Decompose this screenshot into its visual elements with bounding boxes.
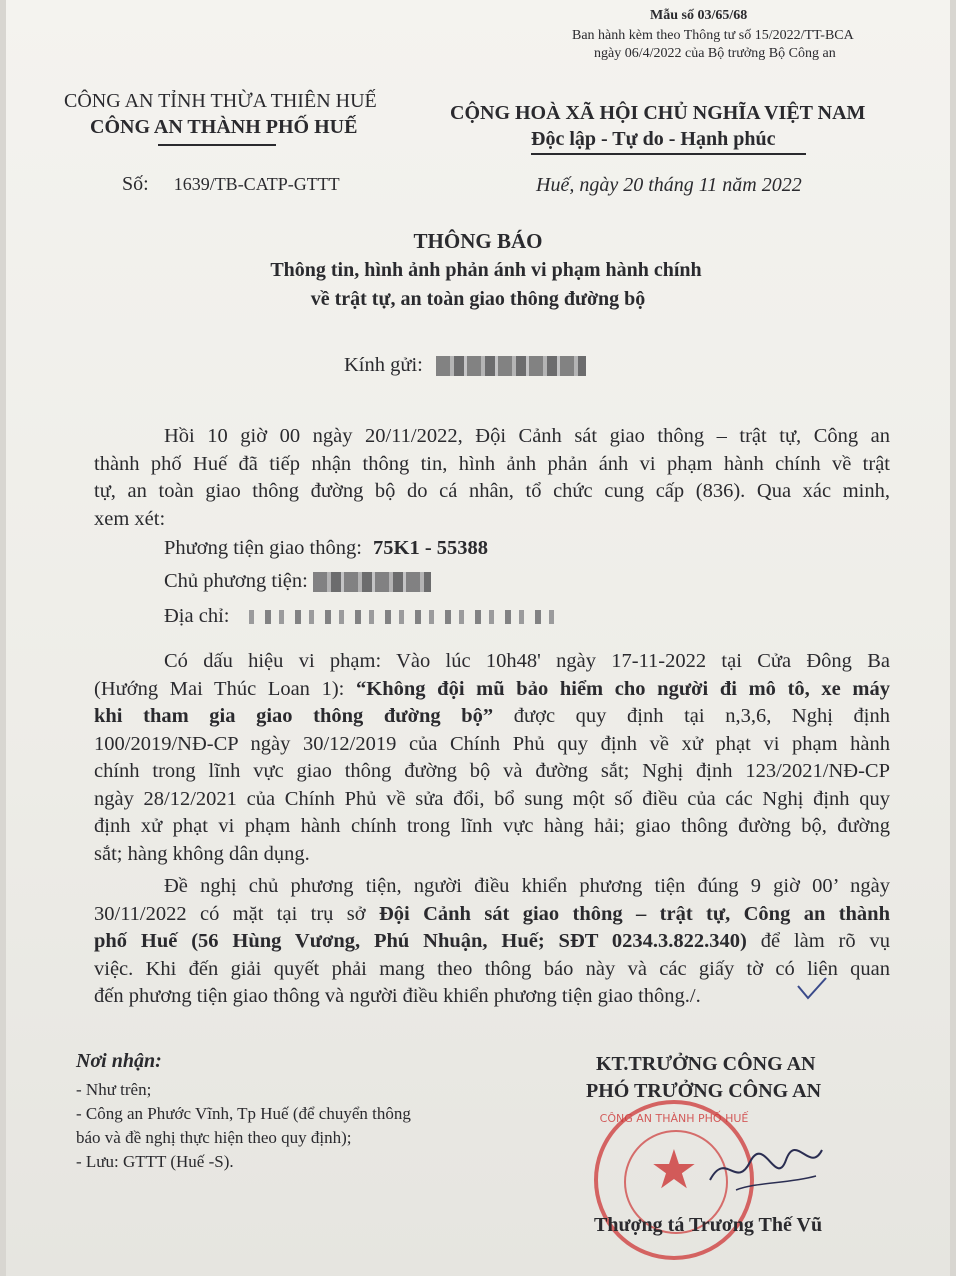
recipients-heading: Nơi nhận: <box>76 1050 162 1072</box>
violation-line: ngày 28/12/2021 của Chính Phủ về sửa đổi, bổ sung một số điều của các Nghị định quy <box>94 787 890 810</box>
request-line: việc. Khi đến giải quyết phải mang theo thông báo này và các giấy tờ có liên quan <box>94 957 890 980</box>
recipient-line <box>344 354 586 377</box>
notice-subtitle-1: Thông tin, hình ảnh phản ánh vi phạm hành chính <box>270 259 702 281</box>
violation-bold-text: khi tham gia giao thông đường bộ” <box>94 705 494 727</box>
request-bold-text: Đội Cảnh sát giao thông – trật tự, Công an thành <box>378 902 890 925</box>
vehicle-plate: 75K1 - 55388 <box>373 537 489 559</box>
violation-paragraph <box>94 648 890 868</box>
address-label: Địa chỉ: <box>164 605 230 627</box>
violation-text: (Hướng Mai Thúc Loan 1): <box>94 677 357 700</box>
number-value: 1639/TB-CATP-GTTT <box>173 174 340 194</box>
signer-title-2: PHÓ TRƯỞNG CÔNG AN <box>586 1080 822 1102</box>
request-text: để làm rõ vụ <box>746 930 890 952</box>
redacted-owner <box>313 572 431 592</box>
notice-title: THÔNG BÁO <box>413 229 543 253</box>
signer-name: Thượng tá Trương Thế Vũ <box>594 1214 823 1236</box>
intro-paragraph <box>94 423 890 533</box>
intro-line: thành phố Huế đã tiếp nhận thông tin, hình ảnh phản ánh vi phạm hành chính về trật <box>94 452 890 475</box>
request-line <box>94 901 890 929</box>
seal-text: CÔNG AN THÀNH PHỐ HUẾ <box>599 1112 749 1125</box>
document-number <box>122 173 340 196</box>
recipient-label: Kính gửi: <box>344 354 423 376</box>
motto-underline <box>531 153 806 155</box>
motto: Độc lập - Tự do - Hạnh phúc <box>531 128 776 150</box>
recipient-item: - Lưu: GTTT (Huế -S). <box>76 1152 234 1171</box>
notice-subtitle-2: về trật tự, an toàn giao thông đường bộ <box>310 288 646 310</box>
redacted-address <box>249 610 559 624</box>
signature <box>706 1140 826 1200</box>
star-icon: ★ <box>649 1138 699 1201</box>
violation-line: Có dấu hiệu vi phạm: Vào lúc 10h48' ngày 17-11-2022 tại Cửa Đông Ba <box>164 650 890 672</box>
intro-line: Hồi 10 giờ 00 ngày 20/11/2022, Đội Cảnh sát giao thông – trật tự, Công an <box>164 425 890 447</box>
address-row <box>164 605 559 628</box>
violation-text: được quy định tại n,3,6, Nghị định <box>493 705 890 727</box>
recipient-item: báo và đề nghị thực hiện theo quy định); <box>76 1128 352 1147</box>
intro-line: tự, an toàn giao thông đường bộ do cá nhân, tổ chức cung cấp (836). Qua xác minh, <box>94 480 890 502</box>
recipient-item: - Công an Phước Vĩnh, Tp Huế (để chuyển thông <box>76 1104 411 1123</box>
document-page <box>6 0 950 1276</box>
place-date: Huế, ngày 20 tháng 11 năm 2022 <box>536 174 802 196</box>
vehicle-label: Phương tiện giao thông: <box>164 537 362 559</box>
form-issued-line1: Ban hành kèm theo Thông tư số 15/2022/TT-BCA <box>572 28 854 43</box>
request-text: 30/11/2022 có mặt tại trụ sở <box>94 902 379 925</box>
vehicle-row <box>164 537 488 560</box>
request-line <box>94 928 890 956</box>
nation-title: CỘNG HOÀ XÃ HỘI CHỦ NGHĨA VIỆT NAM <box>450 102 866 124</box>
redacted-recipient <box>436 356 586 376</box>
request-bold-text: phố Huế (56 Hùng Vương, Phú Nhuận, Huế; SĐT 0234.3.822.340) <box>94 930 747 952</box>
agency-name: CÔNG AN THÀNH PHỐ HUẾ <box>90 116 358 138</box>
recipients-list <box>76 1078 411 1174</box>
number-label: Số: <box>122 173 149 195</box>
violation-line: định xử phạt vi phạm hành chính trong lĩnh vực hàng hải; giao thông đường bộ, đường <box>94 815 890 837</box>
owner-label: Chủ phương tiện: <box>164 570 308 592</box>
recipient-item: - Như trên; <box>76 1080 152 1099</box>
form-issued-line2: ngày 06/4/2022 của Bộ trưởng Bộ Công an <box>594 46 836 61</box>
intro-line: xem xét: <box>94 507 166 530</box>
request-line: Đề nghị chủ phương tiện, người điều khiển phương tiện đúng 9 giờ 00’ ngày <box>164 875 890 897</box>
owner-row <box>164 570 431 593</box>
violation-line <box>94 676 890 704</box>
violation-line: 100/2019/NĐ-CP ngày 30/12/2019 của Chính Phủ quy định về xử phạt vi phạm hành <box>94 732 890 755</box>
checkmark-icon <box>796 976 828 1000</box>
violation-line: chính trong lĩnh vực giao thông đường bộ và đường sắt; Nghị định 123/2021/NĐ-CP <box>94 760 890 782</box>
form-number: Mẫu số 03/65/68 <box>650 8 748 23</box>
request-paragraph <box>94 873 890 1011</box>
violation-bold-text: “Không đội mũ bảo hiểm cho người đi mô tô, xe máy <box>356 677 890 700</box>
agency-parent: CÔNG AN TỈNH THỪA THIÊN HUẾ <box>64 90 377 112</box>
violation-line <box>94 703 890 731</box>
request-line: đến phương tiện giao thông và người điều khiển phương tiện giao thông./. <box>94 985 701 1007</box>
agency-underline <box>158 144 276 146</box>
violation-line: sắt; hàng không dân dụng. <box>94 842 310 865</box>
signer-title-1: KT.TRƯỞNG CÔNG AN <box>596 1053 816 1075</box>
